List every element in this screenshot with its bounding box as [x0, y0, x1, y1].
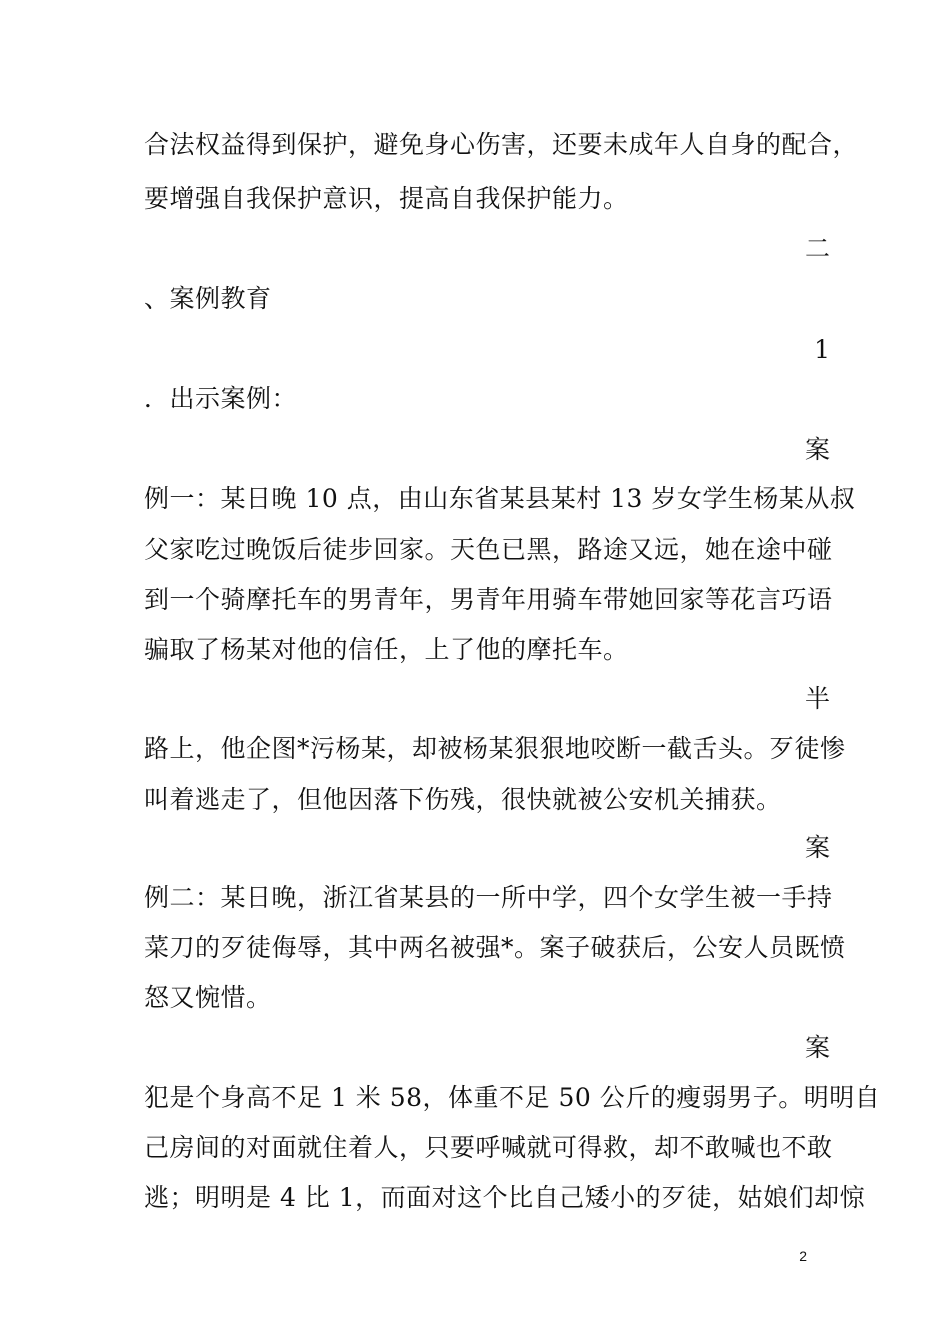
text-line: 到一个骑摩托车的男青年，男青年用骑车带她回家等花言巧语 — [144, 585, 833, 614]
section-heading: 、案例教育 — [144, 284, 272, 313]
section-number: 二 — [804, 234, 830, 263]
text-fragment: 案 — [804, 833, 830, 862]
text-line: ．出示案例： — [144, 384, 298, 413]
item-number: 1 — [814, 335, 830, 364]
text-line: 叫着逃走了，但他因落下伤残，很快就被公安机关捕获。 — [144, 785, 782, 814]
text-fragment: 案 — [804, 1033, 830, 1062]
text-line: 父家吃过晚饭后徒步回家。天色已黑，路途又远，她在途中碰 — [144, 535, 833, 564]
text-fragment: 案 — [804, 435, 830, 464]
text-line: 己房间的对面就住着人，只要呼喊就可得救，却不敢喊也不敢 — [144, 1133, 833, 1162]
text-line: 怒又惋惜。 — [144, 983, 272, 1012]
text-line: 菜刀的歹徒侮辱，其中两名被强*。案子破获后，公安人员既愤 — [144, 933, 846, 962]
text-line: 路上，他企图*污杨某，却被杨某狠狠地咬断一截舌头。歹徒惨 — [144, 734, 846, 763]
text-line: 逃；明明是 4 比 1，而面对这个比自己矮小的歹徒，姑娘们却惊 — [144, 1183, 866, 1212]
text-line: 例一：某日晚 10 点，由山东省某县某村 13 岁女学生杨某从叔 — [144, 484, 856, 513]
page-number: 2 — [799, 1248, 807, 1264]
text-line: 要增强自我保护意识，提高自我保护能力。 — [144, 184, 629, 213]
text-fragment: 半 — [804, 684, 830, 713]
text-line: 骗取了杨某对他的信任，上了他的摩托车。 — [144, 635, 629, 664]
text-line: 犯是个身高不足 1 米 58，体重不足 50 公斤的瘦弱男子。明明自 — [144, 1083, 881, 1112]
text-line: 例二：某日晚，浙江省某县的一所中学，四个女学生被一手持 — [144, 883, 833, 912]
text-line: 合法权益得到保护，避免身心伤害，还要未成年人自身的配合， — [144, 130, 859, 159]
